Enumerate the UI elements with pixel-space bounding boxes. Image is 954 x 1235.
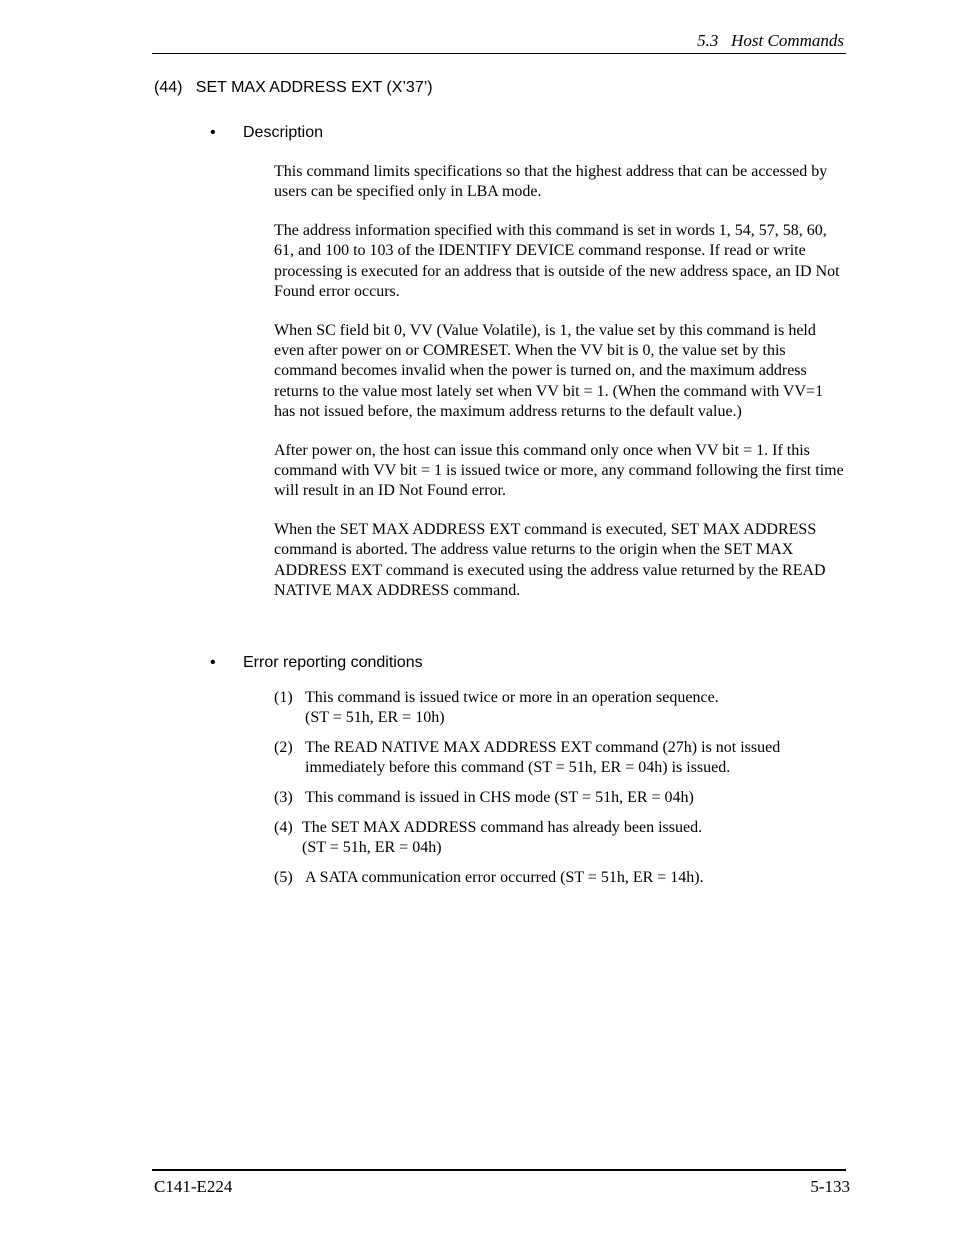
- item-text: This command is issued in CHS mode (ST = 51h, ER = 04h): [305, 789, 694, 807]
- paragraph: This command limits specifications so that the highest address that can be accessed by users can be specified only in LBA mode.: [274, 163, 828, 201]
- item-text: A SATA communication error occurred (ST = 51h, ER = 14h).: [305, 869, 704, 887]
- item-text-cont: (ST = 51h, ER = 04h): [302, 839, 442, 857]
- document-id: C141-E224: [154, 1177, 233, 1196]
- item-number: (1): [274, 689, 293, 706]
- item-number: (4): [274, 818, 293, 836]
- bullet-icon: •: [210, 654, 216, 671]
- page-number: 5-133: [810, 1177, 850, 1196]
- list-item: [274, 688, 846, 729]
- item-text-cont: (ST = 51h, ER = 10h): [305, 709, 445, 727]
- item-number: (5): [274, 869, 293, 887]
- item-text: The READ NATIVE MAX ADDRESS EXT command (27h) is not issued: [305, 739, 781, 757]
- description-body: [274, 162, 846, 620]
- item-number: (3): [274, 789, 293, 807]
- paragraph: When SC field bit 0, VV (Value Volatile), is 1, the value set by this command is held even after power on or COMRESET. When the VV bit is 0, the value set by this command becomes invalid when the power is turned on, and the maximum address returns to the value most lately set when VV bit = 1. (When the command with VV=1 has not issued before, the maximum address returns to the default value.): [274, 321, 824, 420]
- list-item: [274, 818, 846, 859]
- bullet-icon: •: [210, 124, 216, 141]
- paragraph: After power on, the host can issue this command only once when VV bit = 1. If this command with VV bit = 1 is issued twice or more, any command following the first time will result in an ID Not Found error.: [274, 441, 844, 500]
- section-title: (44) SET MAX ADDRESS EXT (X’37’): [154, 79, 433, 96]
- header-rule: [152, 53, 846, 54]
- list-item: [274, 788, 846, 808]
- errors-bullet-row: [210, 654, 423, 672]
- description-heading: Description: [243, 124, 324, 141]
- item-text: The SET MAX ADDRESS command has already been issued.: [302, 818, 703, 836]
- item-number: (2): [274, 739, 293, 757]
- item-text-cont: immediately before this command (ST = 51h, ER = 04h) is issued.: [305, 759, 731, 777]
- running-header: 5.3 Host Commands: [697, 31, 844, 50]
- paragraph: When the SET MAX ADDRESS EXT command is executed, SET MAX ADDRESS command is aborted. The address value returns to the origin when the SET MAX ADDRESS EXT command is executed using the address value returned by the READ NATIVE MAX ADDRESS command.: [274, 521, 826, 600]
- footer-rule: [152, 1169, 846, 1171]
- error-list: [274, 688, 846, 898]
- item-text: This command is issued twice or more in an operation sequence.: [305, 689, 719, 706]
- description-bullet-row: [210, 124, 323, 142]
- errors-heading: Error reporting conditions: [243, 654, 423, 671]
- paragraph: The address information specified with this command is set in words 1, 54, 57, 58, 60, 61, and 100 to 103 of the IDENTIFY DEVICE command response. If read or write processing is executed for an address that is outside of the new address space, an ID Not Found error occurs.: [274, 222, 840, 300]
- list-item: [274, 738, 846, 779]
- list-item: [274, 868, 846, 888]
